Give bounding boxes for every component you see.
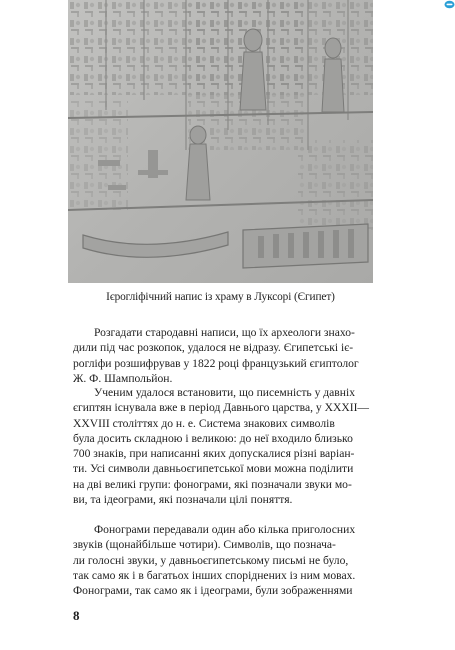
- paragraph-line: була досить складною і великою: до неї входило близько: [73, 431, 353, 445]
- paragraph-2: [73, 385, 386, 507]
- paragraph-line: Розгадати стародавні написи, що їх археологи знахо-: [94, 326, 355, 339]
- paragraph-line: дили під час розкопок, удалося не відразу. Єгипетські іє-: [73, 341, 354, 355]
- paragraph-line: ли голосні звуки, у давньоєгипетському письмі не було,: [73, 553, 349, 567]
- paragraph-line: рогліфи розшифрував у 1822 році французький єгиптолог: [73, 356, 359, 370]
- paragraph-line: Фонограми передавали один або кілька приголосних: [94, 523, 356, 536]
- corner-badge-icon: [444, 0, 455, 9]
- paragraph-line: 700 знаків, при написанні яких допускалися різні варіан-: [73, 447, 355, 461]
- paragraph-line: Ж. Ф. Шампольйон.: [73, 371, 173, 385]
- paragraph-line: так само як і в багатьох інших споріднених із ним мовах.: [73, 568, 356, 582]
- paragraph-1: [73, 325, 386, 386]
- paragraph-line: XXVIII століттях до н. е. Система знакових символів: [73, 416, 335, 430]
- paragraph-line: на дві великі групи: фонограми, які позначали звуки мо-: [73, 477, 352, 491]
- paragraph-line: ви, та ідеограми, які позначали цілі поняття.: [73, 493, 293, 507]
- paragraph-line: Фонограми, так само як і ідеограми, були зображеннями: [73, 584, 353, 598]
- paragraph-line: ти. Усі символи давньоєгипетської мови можна поділити: [73, 462, 354, 476]
- page-number: 8: [73, 608, 80, 623]
- paragraph-3: [73, 522, 386, 598]
- paragraph-line: звуків (щонайбільше чотири). Символів, що познача-: [73, 538, 336, 552]
- paragraph-line: єгиптян існувала вже в період Давнього царства, у XXXII—: [73, 401, 370, 415]
- figure-caption: Ієрогліфічний напис із храму в Луксорі (Єгипет): [106, 291, 335, 303]
- paragraph-line: Ученим удалося встановити, що писемність у давніх: [94, 386, 356, 399]
- hieroglyph-photo: [68, 0, 373, 283]
